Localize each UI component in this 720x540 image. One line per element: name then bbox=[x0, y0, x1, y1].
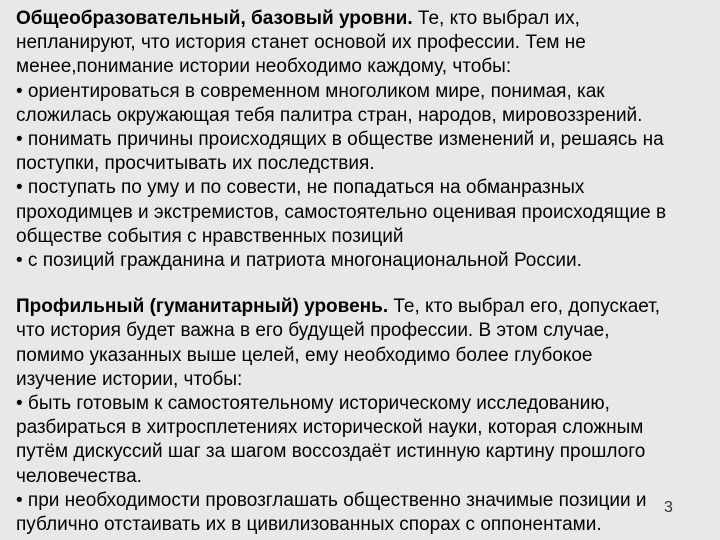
text-line: проходимцев и экстремистов, самостоятельно оценивая происходящие в bbox=[16, 201, 667, 223]
bullet-line: • с позиций гражданина и патриота многонациональной России. bbox=[16, 250, 582, 272]
text-line: человечества. bbox=[16, 465, 142, 487]
text-line: непланируют, что история станет основой их профессии. Тем не bbox=[16, 32, 586, 54]
section-profile-first-line bbox=[16, 295, 716, 319]
bullet-line: • понимать причины происходящих в обществе изменений и, решаясь на bbox=[16, 129, 664, 151]
text-line: помимо указанных выше целей, ему необходимо более глубокое bbox=[16, 344, 593, 366]
slide-text bbox=[16, 7, 716, 537]
section-basic-intro: Те, кто выбрал их, bbox=[412, 8, 580, 29]
text-line: менее,понимание истории необходимо каждому, чтобы: bbox=[16, 56, 512, 78]
section-basic-level bbox=[16, 7, 716, 273]
text-line: обществе события с нравственных позиций bbox=[16, 225, 404, 247]
text-line: что история будет важна в его будущей профессии. В этом случае, bbox=[16, 320, 610, 342]
section-profile-heading: Профильный (гуманитарный) уровень. bbox=[16, 296, 389, 318]
text-line: поступки, просчитывать их последствия. bbox=[16, 153, 375, 175]
section-profile-intro: Те, кто выбрал его, допускает, bbox=[388, 296, 661, 318]
section-basic-first-line bbox=[16, 7, 716, 31]
section-profile-level bbox=[16, 295, 716, 537]
section-basic-heading: Общеобразовательный, базовый уровни. bbox=[16, 8, 413, 29]
bullet-line: • быть готовым к самостоятельному историческому исследованию, bbox=[16, 393, 610, 415]
text-line: разбираться в хитросплетениях исторической науки, которая сложным bbox=[16, 417, 644, 439]
section-divider bbox=[16, 273, 716, 295]
slide-number: 3 bbox=[664, 499, 673, 516]
bullet-line: • поступать по уму и по совести, не попадаться на обманразных bbox=[16, 177, 585, 199]
text-line: сложилась окружающая тебя палитра стран, народов, мировоззрений. bbox=[16, 104, 643, 126]
bullet-line: • ориентироваться в современном многоликом мире, понимая, как bbox=[16, 80, 605, 102]
bullet-line: • при необходимости провозглашать общественно значимые позиции и bbox=[16, 489, 647, 511]
text-line: путём дискуссий шаг за шагом воссоздаёт истинную картину прошлого bbox=[16, 441, 646, 463]
text-line: изучение истории, чтобы: bbox=[16, 368, 243, 390]
text-line: публично отстаивать их в цивилизованных спорах с оппонентами. bbox=[16, 514, 602, 536]
